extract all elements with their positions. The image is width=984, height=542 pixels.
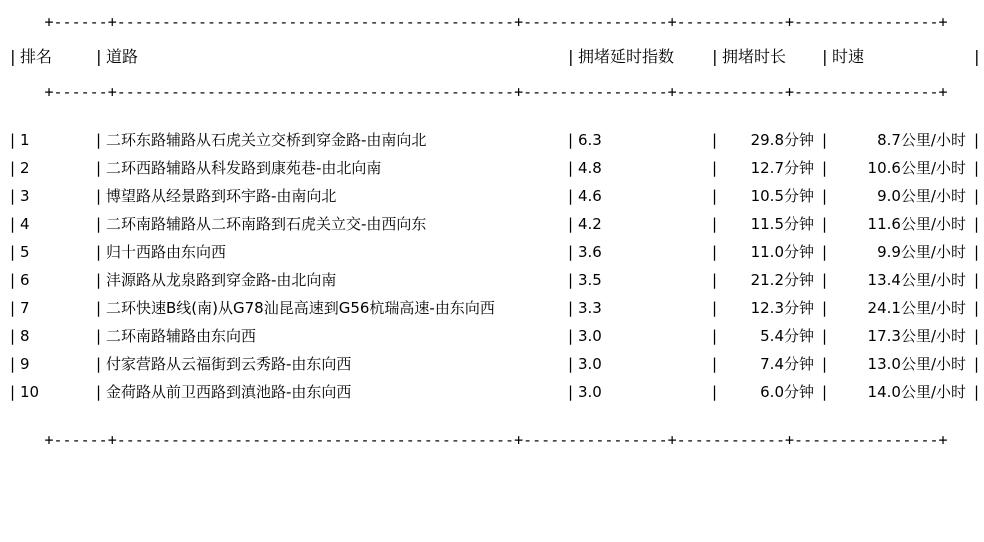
row-pipe-3: |: [710, 327, 720, 345]
row-pipe-1: |: [94, 131, 104, 149]
cell-rank: [20, 126, 94, 154]
cell-duration: [722, 266, 820, 294]
cell-rank-text: 4: [20, 215, 30, 233]
row-pipe-1: |: [94, 327, 104, 345]
top-rule-text: +------+--------------------------------------------+----------------+------------+----------------+: [44, 13, 948, 31]
table-row: [8, 126, 984, 154]
column-header-rank: 排名: [20, 47, 53, 66]
cell-road: [106, 322, 566, 350]
column-header-duration: 拥堵时长: [722, 47, 787, 66]
cell-index: [578, 182, 710, 210]
row-pipe-0: |: [8, 383, 18, 401]
row-pipe-1: |: [94, 243, 104, 261]
cell-index: [578, 238, 710, 266]
row-pipe-4: |: [820, 383, 830, 401]
header-pipe-3: |: [710, 47, 720, 66]
cell-road-text: 金荷路从前卫西路到滇池路-由东向西: [106, 383, 352, 401]
cell-duration-text: 5.4分钟: [760, 327, 814, 345]
cell-road-text: 归十西路由东向西: [106, 243, 227, 261]
cell-rank: [20, 154, 94, 182]
cell-index-text: 3.0: [578, 355, 602, 373]
cell-road-text: 二环南路辅路从二环南路到石虎关立交-由西向东: [106, 215, 427, 233]
column-header-road: 道路: [106, 47, 139, 66]
cell-speed: [832, 350, 972, 378]
cell-road-text: 二环快速B线(南)从G78汕昆高速到G56杭瑞高速-由东向西: [106, 299, 495, 317]
cell-speed-text: 17.3公里/小时: [867, 327, 966, 345]
cell-index-text: 3.5: [578, 271, 602, 289]
row-pipe-0: |: [8, 215, 18, 233]
bottom-rule-text: +------+--------------------------------------------+----------------+------------+----------------+: [44, 431, 948, 449]
cell-rank-text: 3: [20, 187, 30, 205]
cell-speed-text: 9.9公里/小时: [877, 243, 966, 261]
table-row: [8, 294, 984, 322]
row-pipe-2: |: [566, 131, 576, 149]
row-pipe-0: |: [8, 299, 18, 317]
spacer-row: [8, 104, 984, 126]
row-pipe-3: |: [710, 215, 720, 233]
table-row: [8, 350, 984, 378]
row-pipe-0: |: [8, 159, 18, 177]
cell-road: [106, 238, 566, 266]
cell-speed-text: 13.0公里/小时: [867, 355, 966, 373]
table-bottom-rule: [8, 428, 984, 452]
cell-speed: [832, 266, 972, 294]
cell-rank: [20, 294, 94, 322]
cell-duration: [722, 322, 820, 350]
row-pipe-1: |: [94, 383, 104, 401]
row-pipe-3: |: [710, 243, 720, 261]
cell-rank: [20, 350, 94, 378]
row-pipe-3: |: [710, 131, 720, 149]
cell-speed: [832, 154, 972, 182]
cell-rank-text: 10: [20, 383, 40, 401]
cell-road: [106, 378, 566, 406]
cell-rank-text: 6: [20, 271, 30, 289]
row-pipe-0: |: [8, 243, 18, 261]
cell-index: [578, 294, 710, 322]
row-pipe-4: |: [820, 243, 830, 261]
cell-rank: [20, 378, 94, 406]
cell-speed: [832, 238, 972, 266]
table-body: [8, 126, 984, 406]
cell-index-text: 3.0: [578, 383, 602, 401]
row-pipe-2: |: [566, 383, 576, 401]
cell-duration-text: 29.8分钟: [750, 131, 814, 149]
row-pipe-5: |: [972, 355, 982, 373]
cell-road-text: 二环南路辅路由东向西: [106, 327, 257, 345]
row-pipe-5: |: [972, 187, 982, 205]
cell-index: [578, 350, 710, 378]
table-row: [8, 378, 984, 406]
cell-index-text: 4.8: [578, 159, 602, 177]
cell-duration-text: 7.4分钟: [760, 355, 814, 373]
row-pipe-2: |: [566, 299, 576, 317]
cell-road: [106, 350, 566, 378]
header-rule-text: +------+--------------------------------------------+----------------+------------+----------------+: [44, 83, 948, 101]
header-pipe-0: |: [8, 47, 18, 66]
cell-speed: [832, 322, 972, 350]
cell-duration-text: 10.5分钟: [750, 187, 814, 205]
cell-rank-text: 9: [20, 355, 30, 373]
header-pipe-5: |: [972, 47, 982, 66]
cell-duration-text: 6.0分钟: [760, 383, 814, 401]
cell-road-text: 沣源路从龙泉路到穿金路-由北向南: [106, 271, 337, 289]
row-pipe-4: |: [820, 355, 830, 373]
row-pipe-4: |: [820, 327, 830, 345]
row-pipe-4: |: [820, 131, 830, 149]
cell-road-text: 博望路从经景路到环宇路-由南向北: [106, 187, 337, 205]
cell-speed-text: 11.6公里/小时: [867, 215, 966, 233]
table-row: [8, 210, 984, 238]
cell-rank-text: 2: [20, 159, 30, 177]
table-row: [8, 266, 984, 294]
row-pipe-5: |: [972, 243, 982, 261]
cell-rank-text: 5: [20, 243, 30, 261]
cell-duration: [722, 154, 820, 182]
cell-road: [106, 126, 566, 154]
row-pipe-4: |: [820, 299, 830, 317]
cell-rank: [20, 238, 94, 266]
cell-rank: [20, 210, 94, 238]
row-pipe-3: |: [710, 159, 720, 177]
row-pipe-0: |: [8, 271, 18, 289]
row-pipe-5: |: [972, 159, 982, 177]
row-pipe-4: |: [820, 271, 830, 289]
row-pipe-4: |: [820, 215, 830, 233]
cell-index: [578, 210, 710, 238]
cell-index-text: 3.6: [578, 243, 602, 261]
row-pipe-2: |: [566, 327, 576, 345]
cell-duration-text: 12.7分钟: [750, 159, 814, 177]
cell-duration-text: 11.5分钟: [750, 215, 814, 233]
row-pipe-0: |: [8, 131, 18, 149]
cell-road: [106, 266, 566, 294]
cell-road: [106, 210, 566, 238]
row-pipe-5: |: [972, 215, 982, 233]
cell-duration: [722, 126, 820, 154]
cell-speed-text: 13.4公里/小时: [867, 271, 966, 289]
cell-duration-text: 21.2分钟: [750, 271, 814, 289]
cell-index: [578, 126, 710, 154]
cell-index-text: 4.2: [578, 215, 602, 233]
cell-index-text: 3.0: [578, 327, 602, 345]
cell-speed: [832, 182, 972, 210]
row-pipe-2: |: [566, 243, 576, 261]
row-pipe-1: |: [94, 215, 104, 233]
cell-rank-text: 8: [20, 327, 30, 345]
cell-rank-text: 1: [20, 131, 30, 149]
spacer-row-bottom: [8, 406, 984, 428]
cell-duration: [722, 378, 820, 406]
cell-index: [578, 154, 710, 182]
cell-index-text: 3.3: [578, 299, 602, 317]
cell-road-text: 二环东路辅路从石虎关立交桥到穿金路-由南向北: [106, 131, 427, 149]
table-header-rule: [8, 80, 984, 104]
cell-duration: [722, 182, 820, 210]
row-pipe-3: |: [710, 271, 720, 289]
header-pipe-4: |: [820, 47, 830, 66]
cell-road: [106, 154, 566, 182]
row-pipe-3: |: [710, 187, 720, 205]
row-pipe-3: |: [710, 355, 720, 373]
cell-speed-text: 9.0公里/小时: [877, 187, 966, 205]
cell-duration: [722, 294, 820, 322]
row-pipe-5: |: [972, 383, 982, 401]
row-pipe-2: |: [566, 159, 576, 177]
table-row: [8, 238, 984, 266]
row-pipe-5: |: [972, 131, 982, 149]
cell-duration: [722, 350, 820, 378]
header-pipe-1: |: [94, 47, 104, 66]
column-header-index: 拥堵延时指数: [578, 47, 675, 66]
cell-speed-text: 10.6公里/小时: [867, 159, 966, 177]
cell-index-text: 6.3: [578, 131, 602, 149]
cell-index: [578, 266, 710, 294]
cell-rank: [20, 322, 94, 350]
cell-road-text: 付家营路从云福街到云秀路-由东向西: [106, 355, 352, 373]
cell-rank-text: 7: [20, 299, 30, 317]
row-pipe-0: |: [8, 355, 18, 373]
row-pipe-4: |: [820, 187, 830, 205]
table-top-rule: [8, 10, 984, 34]
cell-speed-text: 24.1公里/小时: [867, 299, 966, 317]
row-pipe-5: |: [972, 299, 982, 317]
cell-speed-text: 8.7公里/小时: [877, 131, 966, 149]
cell-road-text: 二环西路辅路从科发路到康苑巷-由北向南: [106, 159, 382, 177]
table-row: [8, 322, 984, 350]
cell-speed: [832, 378, 972, 406]
row-pipe-0: |: [8, 327, 18, 345]
row-pipe-2: |: [566, 215, 576, 233]
row-pipe-3: |: [710, 383, 720, 401]
cell-index-text: 4.6: [578, 187, 602, 205]
cell-index: [578, 378, 710, 406]
row-pipe-1: |: [94, 159, 104, 177]
cell-speed: [832, 294, 972, 322]
cell-duration: [722, 210, 820, 238]
table-row: [8, 154, 984, 182]
cell-speed: [832, 210, 972, 238]
row-pipe-2: |: [566, 271, 576, 289]
row-pipe-2: |: [566, 187, 576, 205]
row-pipe-1: |: [94, 299, 104, 317]
column-header-speed: 时速: [832, 47, 865, 66]
cell-rank: [20, 266, 94, 294]
row-pipe-1: |: [94, 271, 104, 289]
cell-road: [106, 182, 566, 210]
table-row: [8, 182, 984, 210]
cell-duration-text: 11.0分钟: [750, 243, 814, 261]
table-header-row: [8, 34, 984, 80]
cell-road: [106, 294, 566, 322]
header-pipe-2: |: [566, 47, 576, 66]
row-pipe-0: |: [8, 187, 18, 205]
congestion-ranking-table: [8, 10, 984, 452]
cell-rank: [20, 182, 94, 210]
row-pipe-1: |: [94, 355, 104, 373]
row-pipe-4: |: [820, 159, 830, 177]
row-pipe-2: |: [566, 355, 576, 373]
row-pipe-5: |: [972, 271, 982, 289]
cell-duration: [722, 238, 820, 266]
row-pipe-5: |: [972, 327, 982, 345]
cell-speed: [832, 126, 972, 154]
row-pipe-1: |: [94, 187, 104, 205]
cell-duration-text: 12.3分钟: [750, 299, 814, 317]
row-pipe-3: |: [710, 299, 720, 317]
cell-index: [578, 322, 710, 350]
cell-speed-text: 14.0公里/小时: [867, 383, 966, 401]
